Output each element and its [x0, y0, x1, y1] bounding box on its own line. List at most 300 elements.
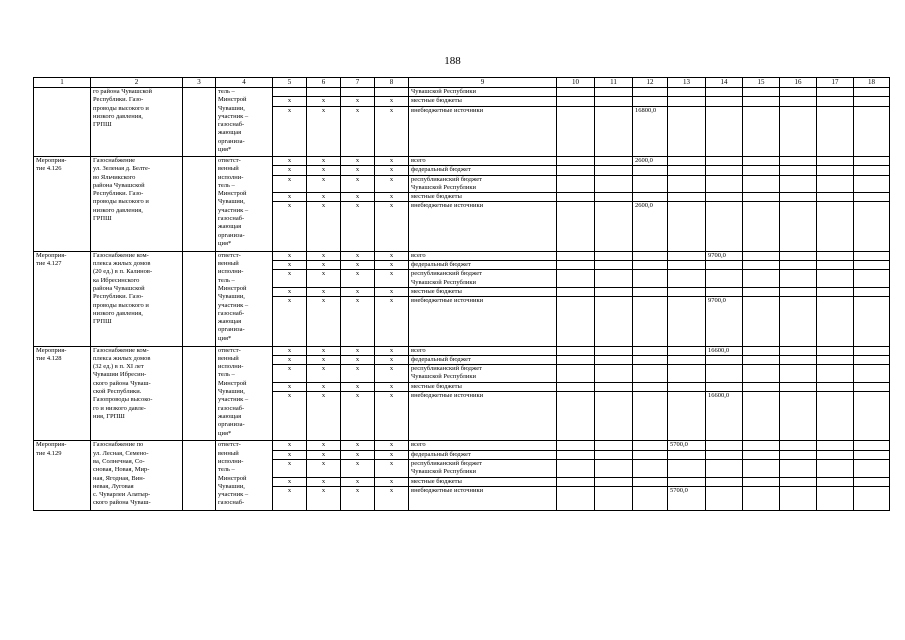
amount-cell	[706, 88, 743, 97]
amount-cell	[595, 106, 633, 156]
description-cell: Газоснабжение ул. Зеленая д. Белте- во Яльчикского района Чувашской Республики. Газо- проводы высокого и низкого давления, ГРПШ	[91, 156, 183, 251]
mark-cell: х	[375, 459, 409, 477]
mark-cell: х	[307, 450, 341, 459]
amount-cell	[595, 251, 633, 260]
amount-cell	[817, 88, 854, 97]
mark-cell: х	[307, 365, 341, 383]
amount-cell	[817, 156, 854, 165]
amount-cell	[854, 166, 890, 175]
amount-cell	[557, 297, 595, 346]
amount-cell	[595, 270, 633, 288]
amount-cell	[780, 382, 817, 391]
measure-cell: Мероприя- тие 4.129	[34, 441, 91, 511]
funding-source-cell: внебюджетные источники	[409, 106, 557, 156]
amount-cell	[706, 106, 743, 156]
amount-cell	[780, 175, 817, 193]
amount-cell	[557, 97, 595, 106]
amount-cell	[668, 346, 706, 355]
mark-cell: х	[273, 450, 307, 459]
mark-cell: х	[273, 297, 307, 346]
amount-cell	[706, 261, 743, 270]
amount-cell	[780, 261, 817, 270]
amount-cell	[668, 193, 706, 202]
amount-cell	[633, 365, 668, 383]
amount-cell	[668, 355, 706, 364]
header-cell-8: 8	[375, 78, 409, 88]
mark-cell: х	[307, 392, 341, 441]
amount-cell	[557, 392, 595, 441]
mark-cell: х	[307, 166, 341, 175]
table-row	[34, 156, 890, 165]
mark-cell: х	[273, 346, 307, 355]
amount-cell	[633, 166, 668, 175]
mark-cell	[273, 88, 307, 97]
amount-cell	[633, 97, 668, 106]
mark-cell: х	[273, 175, 307, 193]
amount-cell	[854, 365, 890, 383]
header-cell-13: 13	[668, 78, 706, 88]
amount-cell	[780, 202, 817, 251]
mark-cell: х	[375, 175, 409, 193]
amount-cell	[854, 88, 890, 97]
mark-cell: х	[307, 355, 341, 364]
amount-cell	[668, 450, 706, 459]
amount-cell	[706, 450, 743, 459]
amount-cell	[633, 486, 668, 510]
mark-cell: х	[307, 486, 341, 510]
measure-cell: Мероприя- тие 4.126	[34, 156, 91, 251]
amount-cell	[595, 441, 633, 450]
mark-cell: х	[341, 202, 375, 251]
amount-cell: 5700,0	[668, 486, 706, 510]
funding-source-cell: внебюджетные источники	[409, 202, 557, 251]
amount-cell	[817, 106, 854, 156]
amount-cell	[854, 297, 890, 346]
amount-cell	[633, 287, 668, 296]
amount-cell	[668, 202, 706, 251]
amount-cell	[780, 193, 817, 202]
mark-cell: х	[375, 365, 409, 383]
amount-cell	[557, 459, 595, 477]
mark-cell: х	[341, 175, 375, 193]
funding-source-cell: республиканский бюджет Чувашской Республики	[409, 175, 557, 193]
executor-cell: ответст- венный исполни- тель – Минстрой Чувашии, участник – газоснаб- жающая организа- ция*	[216, 251, 273, 346]
amount-cell	[743, 97, 780, 106]
amount-cell	[557, 365, 595, 383]
amount-cell	[817, 251, 854, 260]
mark-cell: х	[273, 166, 307, 175]
amount-cell	[633, 261, 668, 270]
amount-cell	[817, 175, 854, 193]
mark-cell: х	[375, 287, 409, 296]
amount-cell	[633, 270, 668, 288]
amount-cell	[854, 202, 890, 251]
amount-cell	[557, 287, 595, 296]
mark-cell: х	[375, 193, 409, 202]
mark-cell	[341, 88, 375, 97]
amount-cell	[854, 287, 890, 296]
mark-cell: х	[307, 287, 341, 296]
amount-cell	[595, 287, 633, 296]
funding-source-cell: республиканский бюджет Чувашской Республики	[409, 270, 557, 288]
amount-cell	[668, 261, 706, 270]
amount-cell	[780, 355, 817, 364]
amount-cell	[595, 297, 633, 346]
mark-cell: х	[341, 97, 375, 106]
amount-cell	[595, 392, 633, 441]
amount-cell	[780, 156, 817, 165]
amount-cell	[557, 441, 595, 450]
amount-cell	[633, 297, 668, 346]
amount-cell	[557, 175, 595, 193]
mark-cell: х	[307, 477, 341, 486]
amount-cell	[854, 346, 890, 355]
amount-cell	[706, 365, 743, 383]
amount-cell	[780, 477, 817, 486]
amount-cell	[780, 365, 817, 383]
funding-source-cell: внебюджетные источники	[409, 392, 557, 441]
executor-cell: ответст- венный исполни- тель – Минстрой Чувашии, участник – газоснаб- жающая организа- ция*	[216, 156, 273, 251]
header-cell-9: 9	[409, 78, 557, 88]
amount-cell	[633, 441, 668, 450]
amount-cell	[706, 97, 743, 106]
mark-cell: х	[273, 193, 307, 202]
mark-cell: х	[341, 346, 375, 355]
amount-cell	[595, 166, 633, 175]
amount-cell	[706, 193, 743, 202]
mark-cell: х	[273, 392, 307, 441]
amount-cell	[595, 202, 633, 251]
amount-cell	[780, 486, 817, 510]
header-cell-12: 12	[633, 78, 668, 88]
mark-cell: х	[273, 355, 307, 364]
mark-cell: х	[307, 346, 341, 355]
amount-cell	[668, 166, 706, 175]
funding-source-cell: местные бюджеты	[409, 97, 557, 106]
amount-cell	[706, 156, 743, 165]
header-cell-3: 3	[183, 78, 216, 88]
mark-cell: х	[341, 270, 375, 288]
amount-cell	[633, 346, 668, 355]
amount-cell	[557, 156, 595, 165]
funding-table	[33, 77, 890, 511]
mark-cell: х	[307, 156, 341, 165]
mark-cell: х	[341, 193, 375, 202]
amount-cell	[595, 486, 633, 510]
amount-cell	[780, 297, 817, 346]
description-cell: Газоснабжение ком- плекса жилых домов (20 ед.) в п. Калинов- ка Ибресинского района Чувашской Республики. Газо- проводы высокого и низкого давления, ГРПШ	[91, 251, 183, 346]
measure-cell	[34, 88, 91, 157]
amount-cell	[557, 261, 595, 270]
mark-cell: х	[341, 261, 375, 270]
amount-cell	[854, 106, 890, 156]
amount-cell	[817, 202, 854, 251]
mark-cell: х	[273, 97, 307, 106]
amount-cell	[633, 251, 668, 260]
mark-cell: х	[307, 270, 341, 288]
amount-cell	[817, 486, 854, 510]
mark-cell: х	[307, 297, 341, 346]
amount-cell	[780, 459, 817, 477]
amount-cell	[633, 382, 668, 391]
amount-cell	[854, 270, 890, 288]
description-cell: Газоснабжение ком- плекса жилых домов (32 ед.) в п. XI лет Чувашии Ибресин- ского района Чуваш- ской Республики. Газопроводы высоко- го и низкого давле- ния, ГРПШ	[91, 346, 183, 441]
amount-cell	[743, 270, 780, 288]
header-cell-17: 17	[817, 78, 854, 88]
mark-cell: х	[273, 486, 307, 510]
mark-cell: х	[307, 441, 341, 450]
amount-cell	[633, 355, 668, 364]
amount-cell	[557, 477, 595, 486]
description-cell: Газоснабжение по ул. Лесная, Семено- ва, Солнечная, Со- сновая, Новая, Мир- ная, Ягодная, Вин- невая, Луговая с. Чуварлеи Алатыр- ского района Чуваш-	[91, 441, 183, 511]
amount-cell	[743, 392, 780, 441]
mark-cell: х	[341, 392, 375, 441]
funding-source-cell: Чувашской Республики	[409, 88, 557, 97]
funding-source-cell: всего	[409, 251, 557, 260]
amount-cell	[557, 106, 595, 156]
mark-cell: х	[375, 97, 409, 106]
mark-cell: х	[341, 450, 375, 459]
amount-cell	[557, 382, 595, 391]
executor-cell: тель – Минстрой Чувашии, участник – газоснаб- жающая организа- ция*	[216, 88, 273, 157]
amount-cell	[743, 166, 780, 175]
amount-cell: 16800,0	[633, 106, 668, 156]
mark-cell: х	[273, 287, 307, 296]
mark-cell: х	[375, 441, 409, 450]
amount-cell	[780, 287, 817, 296]
table-header	[34, 78, 890, 88]
mark-cell: х	[307, 193, 341, 202]
amount-cell: 2600,0	[633, 156, 668, 165]
funding-source-cell: федеральный бюджет	[409, 450, 557, 459]
mark-cell: х	[307, 251, 341, 260]
page-number: 188	[444, 55, 461, 67]
amount-cell	[743, 106, 780, 156]
funding-source-cell: всего	[409, 346, 557, 355]
amount-cell	[817, 261, 854, 270]
mark-cell: х	[375, 450, 409, 459]
mark-cell: х	[273, 156, 307, 165]
mark-cell: х	[307, 175, 341, 193]
amount-cell	[854, 193, 890, 202]
amount-cell	[743, 261, 780, 270]
amount-cell	[854, 477, 890, 486]
mark-cell: х	[375, 251, 409, 260]
mark-cell: х	[307, 459, 341, 477]
mark-cell: х	[341, 251, 375, 260]
amount-cell	[780, 88, 817, 97]
mark-cell: х	[375, 486, 409, 510]
amount-cell: 16600,0	[706, 346, 743, 355]
amount-cell	[557, 193, 595, 202]
amount-cell	[817, 459, 854, 477]
amount-cell	[817, 382, 854, 391]
amount-cell	[743, 251, 780, 260]
mark-cell: х	[273, 365, 307, 383]
amount-cell	[595, 175, 633, 193]
amount-cell	[854, 450, 890, 459]
amount-cell: 5700,0	[668, 441, 706, 450]
amount-cell	[817, 346, 854, 355]
amount-cell	[706, 355, 743, 364]
mark-cell: х	[341, 287, 375, 296]
amount-cell	[668, 459, 706, 477]
amount-cell	[817, 297, 854, 346]
mark-cell: х	[375, 297, 409, 346]
funding-source-cell: республиканский бюджет Чувашской Республики	[409, 365, 557, 383]
header-cell-14: 14	[706, 78, 743, 88]
executor-cell: ответст- венный исполни- тель – Минстрой Чувашии, участник – газоснаб-	[216, 441, 273, 511]
amount-cell	[668, 251, 706, 260]
header-cell-2: 2	[91, 78, 183, 88]
mark-cell: х	[273, 477, 307, 486]
amount-cell	[743, 88, 780, 97]
amount-cell	[557, 486, 595, 510]
table-row	[34, 88, 890, 97]
amount-cell	[706, 477, 743, 486]
amount-cell	[668, 477, 706, 486]
header-cell-6: 6	[307, 78, 341, 88]
amount-cell	[668, 270, 706, 288]
mark-cell: х	[273, 251, 307, 260]
amount-cell	[743, 477, 780, 486]
measure-cell: Мероприя- тие 4.128	[34, 346, 91, 441]
amount-cell	[595, 193, 633, 202]
amount-cell	[817, 365, 854, 383]
executor-cell: ответст- венный исполни- тель – Минстрой Чувашии, участник – газоснаб- жающая организа- ция*	[216, 346, 273, 441]
mark-cell: х	[341, 106, 375, 156]
amount-cell: 16600,0	[706, 392, 743, 441]
amount-cell	[854, 382, 890, 391]
column-3-cell	[183, 441, 216, 511]
amount-cell	[595, 97, 633, 106]
mark-cell: х	[273, 106, 307, 156]
header-cell-7: 7	[341, 78, 375, 88]
mark-cell: х	[341, 382, 375, 391]
amount-cell	[854, 459, 890, 477]
amount-cell	[743, 382, 780, 391]
mark-cell: х	[375, 392, 409, 441]
amount-cell	[595, 365, 633, 383]
amount-cell	[668, 88, 706, 97]
mark-cell: х	[341, 355, 375, 364]
header-cell-5: 5	[273, 78, 307, 88]
table-row	[34, 251, 890, 260]
amount-cell	[595, 346, 633, 355]
amount-cell	[817, 270, 854, 288]
amount-cell	[557, 202, 595, 251]
amount-cell	[817, 193, 854, 202]
amount-cell	[780, 392, 817, 441]
amount-cell	[557, 450, 595, 459]
amount-cell	[557, 270, 595, 288]
amount-cell	[743, 175, 780, 193]
amount-cell	[668, 297, 706, 346]
amount-cell	[817, 97, 854, 106]
amount-cell	[557, 88, 595, 97]
mark-cell: х	[307, 382, 341, 391]
amount-cell	[706, 175, 743, 193]
amount-cell	[854, 156, 890, 165]
column-3-cell	[183, 156, 216, 251]
amount-cell	[706, 270, 743, 288]
table-row	[34, 441, 890, 450]
amount-cell	[668, 392, 706, 441]
amount-cell	[706, 287, 743, 296]
amount-cell	[817, 166, 854, 175]
mark-cell: х	[307, 106, 341, 156]
amount-cell	[633, 450, 668, 459]
amount-cell	[633, 459, 668, 477]
mark-cell: х	[273, 202, 307, 251]
amount-cell	[743, 202, 780, 251]
amount-cell	[854, 175, 890, 193]
amount-cell	[743, 156, 780, 165]
mark-cell: х	[341, 166, 375, 175]
amount-cell	[854, 441, 890, 450]
table-row	[34, 346, 890, 355]
amount-cell	[595, 88, 633, 97]
amount-cell	[668, 97, 706, 106]
amount-cell	[706, 202, 743, 251]
amount-cell	[817, 477, 854, 486]
amount-cell	[633, 88, 668, 97]
amount-cell	[817, 355, 854, 364]
mark-cell: х	[273, 382, 307, 391]
amount-cell	[743, 441, 780, 450]
mark-cell: х	[341, 365, 375, 383]
mark-cell: х	[375, 270, 409, 288]
mark-cell: х	[307, 202, 341, 251]
amount-cell	[854, 486, 890, 510]
mark-cell: х	[375, 477, 409, 486]
description-cell: го района Чувашской Республики. Газо- проводы высокого и низкого давления, ГРПШ	[91, 88, 183, 157]
amount-cell	[780, 441, 817, 450]
header-cell-16: 16	[780, 78, 817, 88]
amount-cell	[743, 193, 780, 202]
amount-cell	[706, 382, 743, 391]
amount-cell	[633, 392, 668, 441]
amount-cell	[706, 486, 743, 510]
mark-cell: х	[341, 477, 375, 486]
amount-cell	[854, 97, 890, 106]
amount-cell	[706, 166, 743, 175]
header-row	[34, 78, 890, 88]
amount-cell	[668, 106, 706, 156]
amount-cell	[780, 166, 817, 175]
amount-cell	[743, 459, 780, 477]
amount-cell	[780, 270, 817, 288]
amount-cell	[743, 450, 780, 459]
mark-cell: х	[375, 355, 409, 364]
mark-cell: х	[341, 441, 375, 450]
funding-source-cell: внебюджетные источники	[409, 486, 557, 510]
mark-cell	[375, 88, 409, 97]
amount-cell	[780, 251, 817, 260]
column-3-cell	[183, 251, 216, 346]
funding-source-cell: всего	[409, 441, 557, 450]
amount-cell	[817, 287, 854, 296]
amount-cell	[743, 486, 780, 510]
amount-cell	[743, 297, 780, 346]
mark-cell: х	[375, 202, 409, 251]
amount-cell	[817, 441, 854, 450]
amount-cell	[595, 355, 633, 364]
amount-cell	[595, 261, 633, 270]
amount-cell	[668, 365, 706, 383]
amount-cell	[633, 193, 668, 202]
mark-cell: х	[375, 261, 409, 270]
